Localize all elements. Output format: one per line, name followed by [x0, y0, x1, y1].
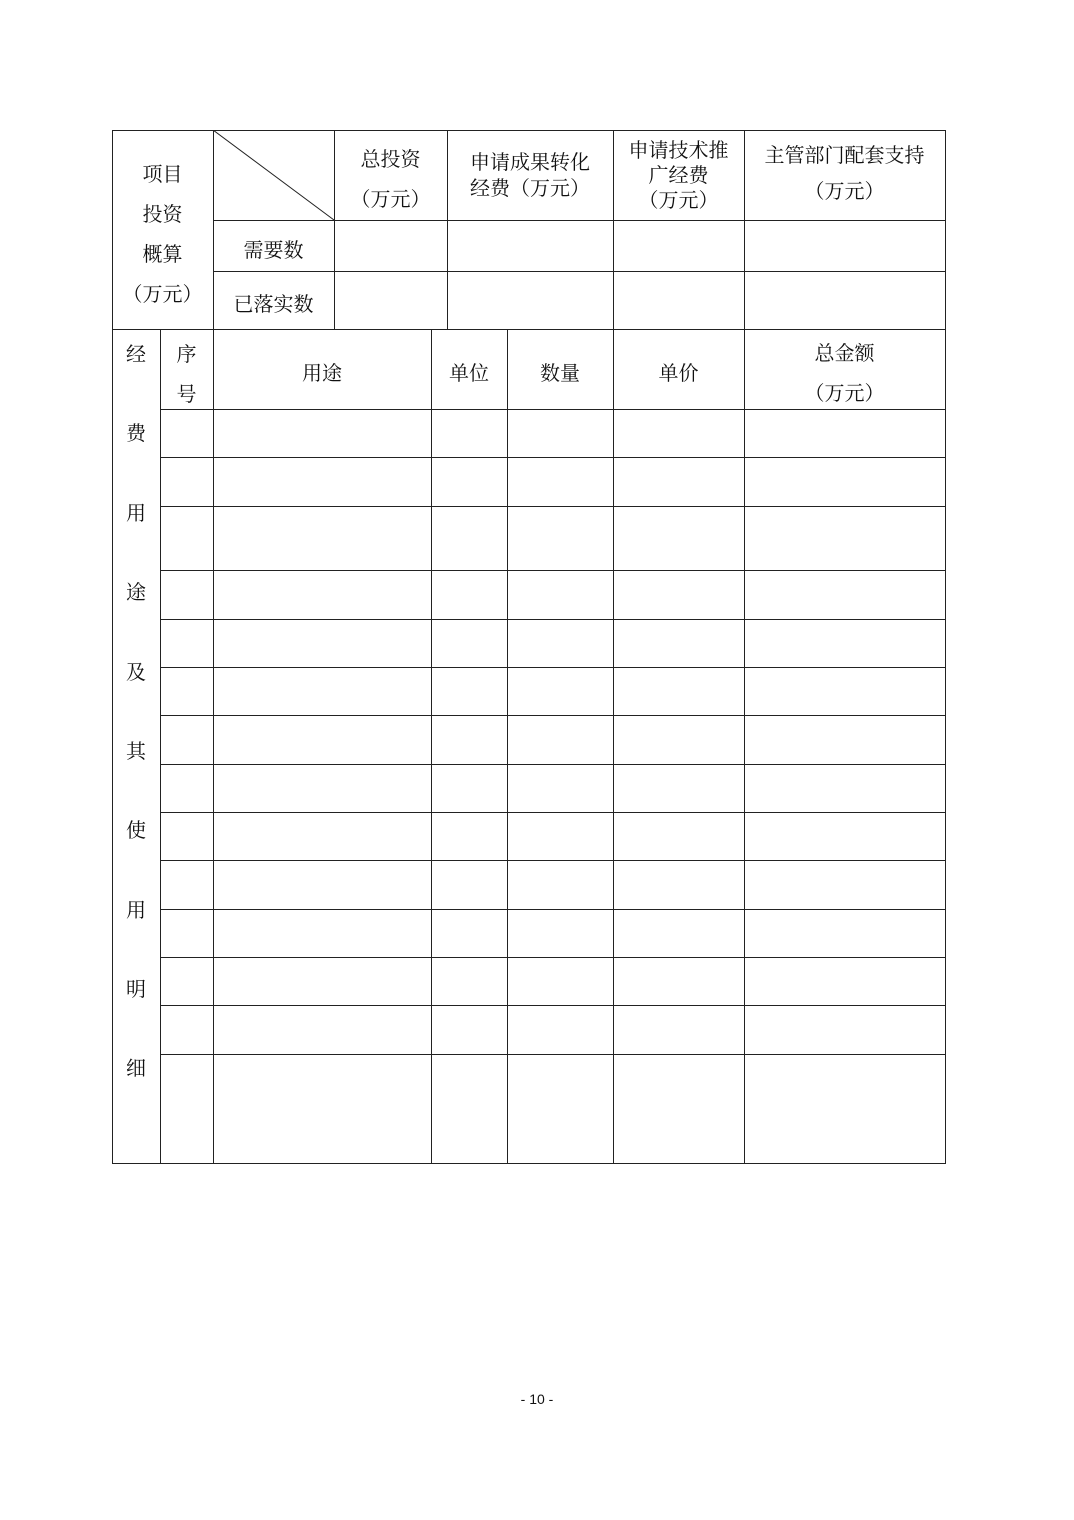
- budget-label-line3: 概算: [142, 242, 183, 266]
- grid-line: [613, 329, 614, 1164]
- diagonal-header-cell: [213, 130, 335, 221]
- grid-line: [160, 329, 161, 1164]
- table-right-border: [945, 130, 946, 1164]
- grid-line: [160, 1054, 946, 1055]
- grid-line: [213, 329, 214, 1164]
- side-label-char: 费: [126, 421, 146, 445]
- grid-line: [160, 506, 946, 507]
- side-label-char: 途: [126, 580, 146, 604]
- header-total-amount-unit: （万元）: [804, 381, 885, 405]
- header-index-line2: 号: [176, 382, 197, 406]
- row-required: 需要数: [243, 238, 304, 262]
- budget-label-line2: 投资: [142, 202, 183, 226]
- cell-implemented-support[interactable]: [745, 272, 945, 329]
- cell-required-transfer[interactable]: [448, 221, 613, 271]
- side-label-char: 用: [126, 501, 146, 525]
- header-total-amount: 总金额: [814, 341, 875, 365]
- header-quantity: 数量: [540, 361, 580, 385]
- grid-line: [160, 715, 946, 716]
- header-unit: 单位: [449, 361, 489, 385]
- header-promotion-fund-unit: （万元）: [638, 188, 719, 212]
- budget-label-line4: （万元）: [122, 282, 203, 306]
- side-label-char: 细: [126, 1056, 146, 1080]
- header-department-support: 主管部门配套支持: [764, 143, 925, 167]
- header-transfer-fund: 申请成果转化: [470, 150, 590, 174]
- header-transfer-fund-unit: 经费（万元）: [470, 176, 590, 200]
- grid-line: [160, 619, 946, 620]
- cell-implemented-transfer[interactable]: [448, 272, 613, 329]
- grid-line: [431, 329, 432, 1164]
- side-label-char: 明: [126, 977, 146, 1001]
- header-index: 序: [176, 342, 197, 366]
- grid-line: [160, 764, 946, 765]
- header-total-investment: 总投资: [360, 147, 421, 171]
- side-label-char: 经: [126, 342, 146, 366]
- cell-required-total[interactable]: [335, 221, 447, 271]
- grid-line: [160, 409, 946, 410]
- grid-line: [160, 457, 946, 458]
- cell-implemented-promotion[interactable]: [614, 272, 744, 329]
- side-label-char: 使: [126, 818, 146, 842]
- grid-line: [160, 957, 946, 958]
- grid-line: [160, 1005, 946, 1006]
- side-label-char: 其: [126, 739, 146, 763]
- side-label-char: 及: [126, 660, 146, 684]
- header-unit-price: 单价: [658, 361, 699, 385]
- section-divider: [112, 329, 946, 330]
- grid-line: [160, 860, 946, 861]
- grid-line: [160, 909, 946, 910]
- cell-implemented-total[interactable]: [335, 272, 447, 329]
- page-number: - 10 -: [520, 1391, 554, 1407]
- grid-line: [160, 570, 946, 571]
- grid-line: [160, 667, 946, 668]
- grid-line: [507, 329, 508, 1164]
- header-purpose: 用途: [302, 361, 342, 385]
- header-promotion-fund-line2: 广经费: [648, 163, 709, 187]
- header-total-investment-unit: （万元）: [350, 187, 431, 211]
- header-promotion-fund: 申请技术推: [628, 138, 729, 162]
- grid-line: [160, 812, 946, 813]
- row-implemented: 已落实数: [233, 292, 314, 316]
- header-department-support-unit: （万元）: [804, 179, 885, 203]
- cell-required-support[interactable]: [745, 221, 945, 271]
- budget-label-line1: 项目: [142, 162, 183, 186]
- grid-line: [744, 329, 745, 1164]
- side-label-char: 用: [126, 898, 146, 922]
- table-bottom-border: [112, 1163, 946, 1164]
- cell-required-promotion[interactable]: [614, 221, 744, 271]
